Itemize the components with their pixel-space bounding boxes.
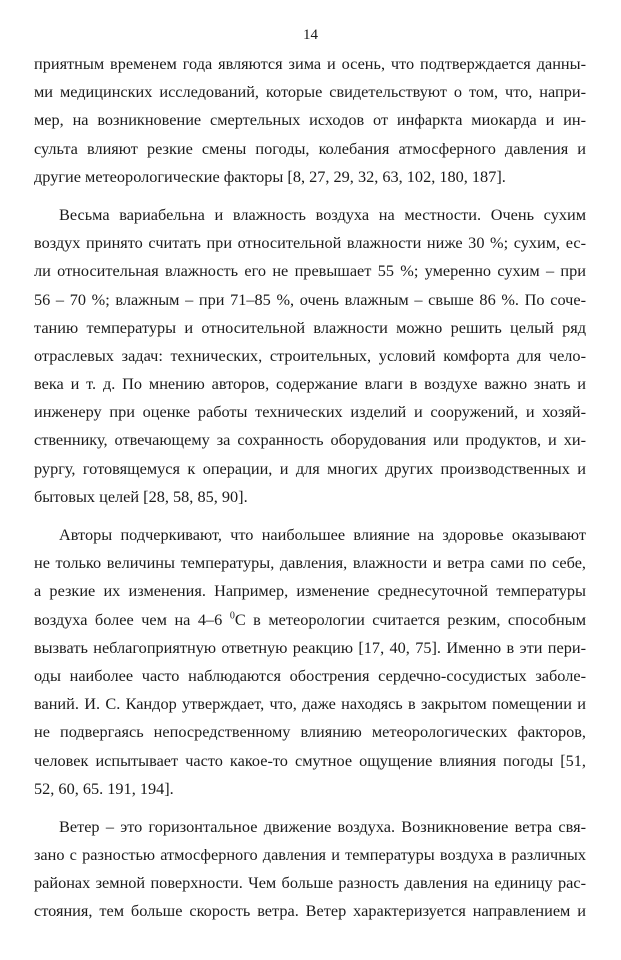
- text-line-with-degree: [34, 606, 586, 634]
- text-line: бытовых целей [28, 58, 85, 90].: [34, 486, 248, 506]
- text-line: инженеру при оценке работы технических изделий и сооружений, и хозяй-: [34, 402, 586, 422]
- text-line: районах земной поверхности. Чем больше разность давления на единицу рас-: [34, 873, 586, 893]
- text-line: Ветер – это горизонтальное движение воздуха. Возникновение ветра свя-: [59, 816, 586, 836]
- text-line: Авторы подчеркивают, что наибольшее влияние на здоровье оказывают: [59, 525, 586, 544]
- paragraph: [34, 50, 586, 191]
- text-line: ственнику, отвечающему за сохранность оборудования или продуктов, и хи-: [34, 430, 586, 450]
- text-line: мер, на возникновение смертельных исходов от инфаркта миокарда и ин-: [34, 110, 586, 130]
- text-fragment: C в метеорологии считается резким, способным: [234, 609, 586, 629]
- text-line: человек испытывает часто какое-то смутное ощущение влияния погоды [51,: [34, 750, 586, 770]
- text-line: 56 – 70 %; влажным – при 71–85 %, очень влажным – свыше 86 %. По соче-: [34, 289, 586, 309]
- body-text: [34, 50, 586, 926]
- text-fragment: воздуха более чем на 4–6: [34, 609, 230, 629]
- text-line: стояния, тем больше скорость ветра. Ветер характеризуется направлением и: [34, 901, 586, 921]
- paragraph: [34, 521, 586, 803]
- text-line: не подвергаясь непосредственному влиянию метеорологических факторов,: [34, 722, 586, 742]
- text-line: ми медицинских исследований, которые свидетельствуют о том, что, напри-: [34, 82, 586, 102]
- text-line: ли относительная влажность его не превышает 55 %; умеренно сухим – при: [34, 261, 586, 281]
- text-line: а резкие их изменения. Например, изменение среднесуточной температуры: [34, 581, 586, 601]
- text-line: танию температуры и относительной влажности можно решить целый ряд: [34, 317, 586, 337]
- text-line: 52, 60, 65. 191, 194].: [34, 778, 174, 798]
- text-line: не только величины температуры, давления, влажности и ветра сами по себе,: [34, 553, 586, 573]
- text-line: рургу, готовящемуся к операции, и для многих других производственных и: [34, 458, 586, 478]
- text-line: века и т. д. По мнению авторов, содержание влаги в воздухе важно знать и: [34, 374, 586, 394]
- text-line: воздух принято считать при относительной влажности ниже 30 %; сухим, ес-: [34, 233, 586, 253]
- degree-superscript: 0: [229, 610, 235, 622]
- paragraph: [34, 201, 586, 511]
- text-line: сульта влияют резкие смены погоды, колебания атмосферного давления и: [34, 138, 586, 158]
- page-number: 14: [303, 27, 318, 43]
- text-line: вызвать неблагоприятную ответную реакцию [17, 40, 75]. Именно в эти пери-: [34, 637, 586, 657]
- paragraph: [34, 813, 586, 926]
- text-line: отраслевых задач: технических, строительных, условий комфорта для чело-: [34, 345, 586, 365]
- text-line: оды наиболее часто наблюдаются обострения сердечно-сосудистых заболе-: [34, 665, 586, 685]
- text-line: приятным временем года являются зима и осень, что подтверждается данны-: [34, 54, 586, 73]
- text-line: другие метеорологические факторы [8, 27, 29, 32, 63, 102, 180, 187].: [34, 166, 506, 186]
- text-line: ваний. И. С. Кандор утверждает, что, даже находясь в закрытом помещении и: [34, 694, 586, 714]
- text-line: Весьма вариабельна и влажность воздуха на местности. Очень сухим: [59, 204, 586, 224]
- text-line: зано с разностью атмосферного давления и температуры воздуха в различных: [34, 845, 586, 865]
